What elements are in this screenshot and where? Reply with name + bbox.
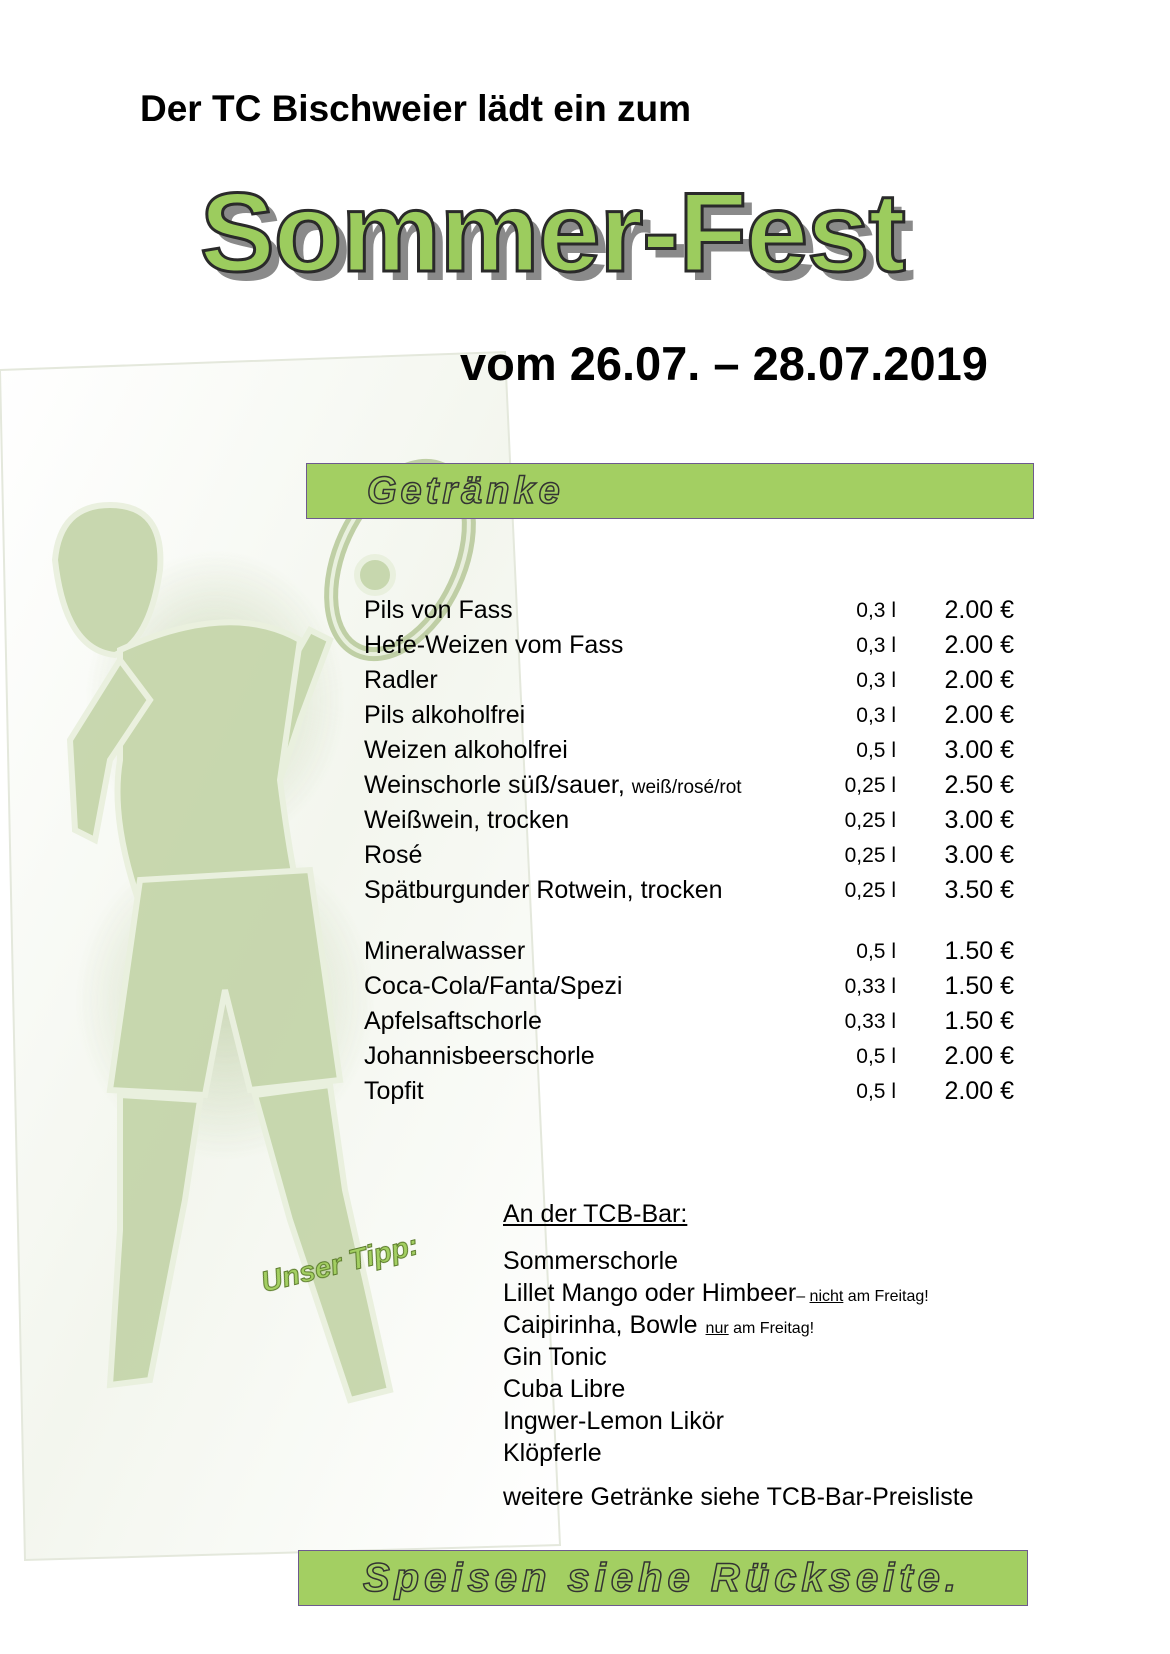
drink-size: 0,5 l [856,739,896,762]
bar-item-name: Gin Tonic [503,1343,607,1371]
page-title: Sommer-Fest [200,170,905,295]
drink-name: Spätburgunder Rotwein, trocken [364,876,723,904]
drink-name: Weizen alkoholfrei [364,736,568,764]
drink-size: 0,3 l [856,704,896,727]
note-rest: am Freitag! [843,1288,929,1305]
drink-price: 2.50 € [944,771,1014,799]
drink-row [364,631,1014,666]
drink-price: 2.00 € [944,596,1014,624]
drink-price: 2.00 € [944,666,1014,694]
drink-name-text: Weinschorle süß/sauer, [364,771,625,799]
drink-name: Mineralwasser [364,937,526,965]
drink-name: Topfit [364,1077,424,1105]
bar-item-name: Ingwer-Lemon Likör [503,1407,724,1435]
drink-size: 0,25 l [844,879,896,902]
drink-price: 2.00 € [944,701,1014,729]
drink-price: 2.00 € [944,1077,1014,1105]
bar-item [503,1311,974,1343]
bar-item-name: Caipirinha, Bowle [503,1311,698,1339]
drink-price: 2.00 € [944,631,1014,659]
bar-item [503,1375,974,1407]
note-emphasis: nur [705,1320,729,1337]
bar-item-name: Sommerschorle [503,1247,679,1275]
drink-name: Pils alkoholfrei [364,701,526,729]
drink-price: 3.00 € [944,806,1014,834]
drink-name: Hefe-Weizen vom Fass [364,631,624,659]
drink-size: 0,5 l [856,1045,896,1068]
drink-name: Rosé [364,841,423,869]
drink-row [364,1007,1014,1042]
drink-price: 3.00 € [944,841,1014,869]
drink-size: 0,5 l [856,1080,896,1103]
food-banner-label: Speisen siehe Rückseite. [363,1556,962,1600]
drink-price-list [364,596,1014,1112]
tipp-label: Unser Tipp: [258,1229,422,1300]
intro-text: Der TC Bischweier lädt ein zum [140,88,692,129]
drink-size: 0,25 l [844,809,896,832]
drink-size: 0,3 l [856,599,896,622]
note-emphasis: nicht [809,1288,844,1305]
drink-row [364,771,1014,806]
group-spacer [364,911,1014,937]
drink-name: Coca-Cola/Fanta/Spezi [364,972,623,1000]
bar-item-note [706,1320,814,1337]
bar-heading: An der TCB-Bar: [503,1200,688,1228]
drink-name: Radler [364,666,438,694]
drink-row [364,596,1014,631]
bar-item-name: Lillet Mango oder Himbeer [503,1279,797,1307]
drink-price: 2.00 € [944,1042,1014,1070]
drink-name: Apfelsaftschorle [364,1007,542,1035]
drink-row [364,972,1014,1007]
bar-section [503,1200,974,1512]
drink-price: 3.50 € [944,876,1014,904]
drink-price: 1.50 € [944,937,1014,965]
bar-item [503,1247,974,1279]
bar-item [503,1439,974,1471]
bar-item-note [796,1288,929,1305]
drink-row [364,701,1014,736]
drink-size: 0,25 l [844,774,896,797]
drinks-banner [306,463,1034,519]
bar-item [503,1343,974,1375]
drink-size: 0,5 l [856,940,896,963]
note-rest: am Freitag! [728,1320,815,1337]
drink-price: 1.50 € [944,1007,1014,1035]
drink-size: 0,33 l [844,975,896,998]
bar-item-name: Klöpferle [503,1439,602,1467]
drink-row [364,841,1014,876]
bar-item [503,1407,974,1439]
drinks-banner-label: Getränke [367,470,564,512]
drink-price: 3.00 € [944,736,1014,764]
drink-note: weiß/rosé/rot [631,777,742,798]
drink-row [364,937,1014,972]
drink-row [364,666,1014,701]
note-prefix: – [796,1288,810,1305]
drink-row [364,876,1014,911]
drink-name: Weißwein, trocken [364,806,570,834]
bar-item [503,1279,974,1311]
bar-item-name: Cuba Libre [503,1375,626,1403]
food-banner [298,1550,1028,1606]
drink-name [364,771,742,800]
bar-footer: weitere Getränke siehe TCB-Bar-Preisliste [503,1483,974,1511]
drink-row [364,736,1014,771]
drink-name: Johannisbeerschorle [364,1042,595,1070]
drink-size: 0,33 l [844,1010,896,1033]
drink-size: 0,25 l [844,844,896,867]
drink-size: 0,3 l [856,669,896,692]
drink-price: 1.50 € [944,972,1014,1000]
drink-row [364,806,1014,841]
drink-name: Pils von Fass [364,596,513,624]
drink-row [364,1042,1014,1077]
drink-row [364,1077,1014,1112]
drink-size: 0,3 l [856,634,896,657]
event-dates: vom 26.07. – 28.07.2019 [460,337,988,390]
